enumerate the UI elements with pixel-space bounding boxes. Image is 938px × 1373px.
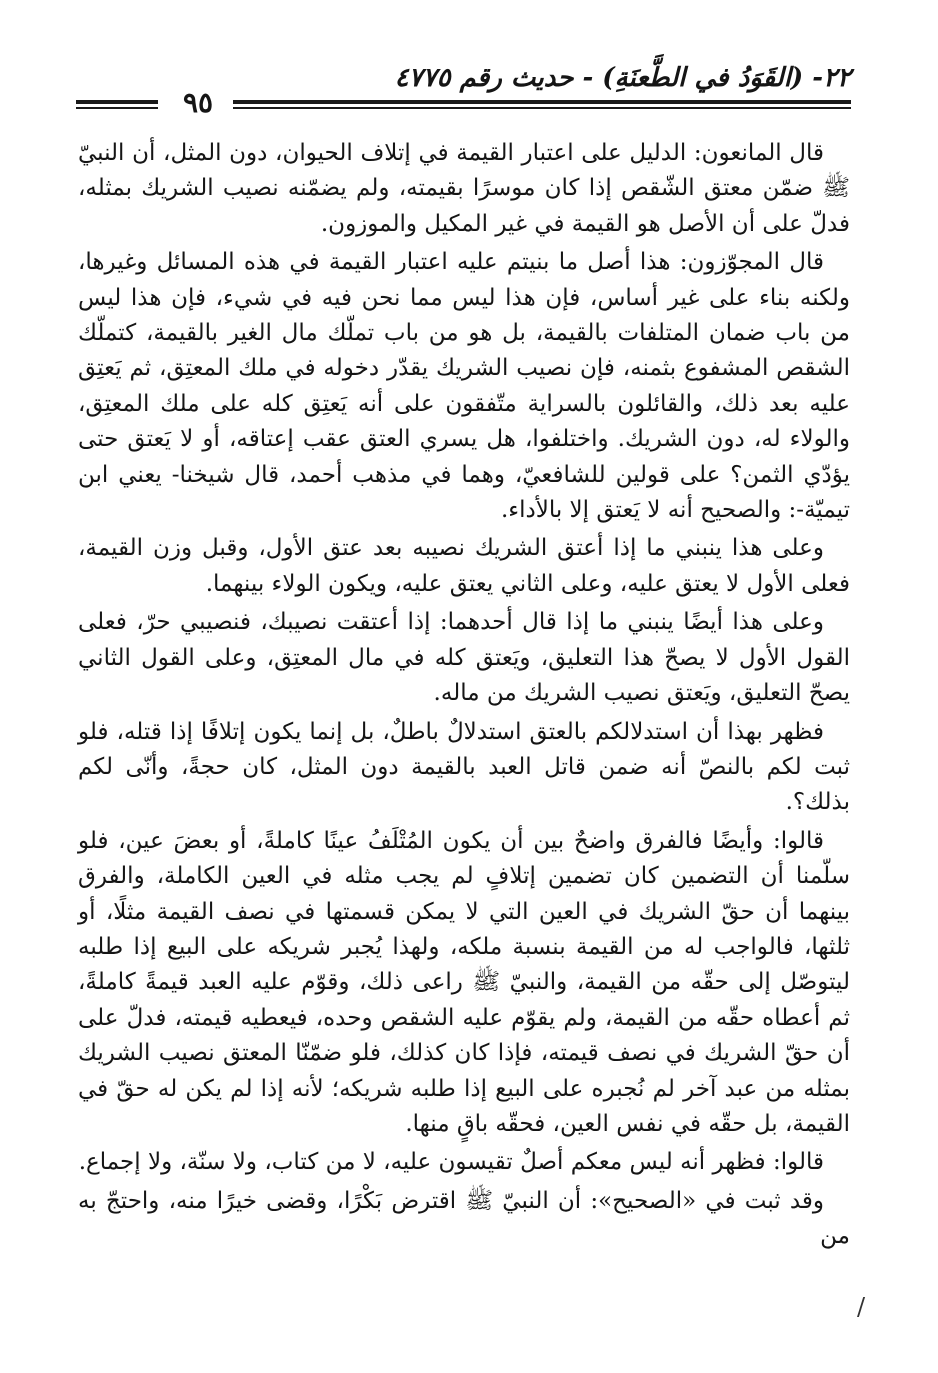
paragraph: قالوا: وأيضًا فالفرق واضحٌ بين أن يكون المُتْلَفُ عينًا كاملةً، أو بعضَ عين، فلو سلّمنا أن التضمين كان تضمين إتلافٍ لم يجب مثله في العين الكاملة، والفرق بينهما أن حقّ الشريك في العين التي لا يمكن قسمتها في نصف القيمة مثلًا، أو ثلثها، فالواجب له من القيمة بنسبة ملكه، ولهذا يُجبر شريكه على البيع إذا طلبه ليتوصّل إلى حقّه من القيمة، والنبيّ ﷺ راعى ذلك، وقوّم عليه العبد قيمةً كاملةً، ثم أعطاه حقّه من القيمة، ولم يقوّم عليه الشقص وحده، فيعطيه قيمته، فدلّ على أن حقّ الشريك في نصف قيمته، فإذا كان كذلك، فلو ضمّنّا المعتق نصيب الشريك بمثله من عبد آخر لم نُجبره على البيع إذا طلبه شريكه؛ لأنه إذا لم يكن له حقّ في القيمة، بل حقّه في نفس العين، فحقّه باقٍ منها. [78,827,850,1137]
paragraph: قال المانعون: الدليل على اعتبار القيمة في إتلاف الحيوان، دون المثل، أن النبيّ ﷺ ضمّن معتق الشّقص إذا كان موسرًا بقيمته، ولم يضمّنه نصيب الشريك بمثله، فدلّ على أن الأصل هو القيمة في غير المكيل والموزون. [78,140,850,237]
margin-mark: / [857,1293,866,1321]
header-rule-short [76,100,158,110]
main-text [78,136,850,1255]
running-title: ٢٢- (القَوَدُ في الطَّعنَةِ) - حديث رقم ٤٧٧٥ [394,63,851,93]
header-rule-long [233,100,851,110]
page-header [76,58,851,122]
paragraph: قال المجوّزون: هذا أصل ما بنيتم عليه اعتبار القيمة في هذه المسائل وغيرها، ولكنه بناء على غير أساس، فإن هذا ليس مما نحن فيه في شيء، فإن هذا ليس من باب ضمان المتلفات بالقيمة، بل هو من باب تملّك مال الغير بالقيمة، كتملّك الشقص المشفوع بثمنه، فإن نصيب الشريك يقدّر دخوله في ملك المعتِق، ثم يَعتِق عليه بعد ذلك، والقائلون بالسراية متّفقون على أنه يَعتِق كله على ملك المعتِق، والولاء له، دون الشريك. واختلفوا، هل يسري العتق عقب إعتاقه، أو لا يَعتق حتى يؤدّي الثمن؟ على قولين للشافعيّ، وهما في مذهب أحمد، قال شيخنا- يعني ابن تيميّة-: والصحيح أنه لا يَعتق إلا بالأداء. [78,249,850,524]
paragraph: فظهر بهذا أن استدلالكم بالعتق استدلالٌ باطلٌ، بل إنما يكون إتلافًا إذا قتله، فلو ثبت لكم بالنصّ أنه ضمن قاتل العبد بالقيمة دون المثل، كان حجةً، وأنّى لكم بذلك؟. [78,718,850,816]
page-number: ٩٥ [182,86,214,119]
paragraph: وقد ثبت في «الصحيح»: أن النبيّ ﷺ اقترض بَكْرًا، وقضى خيرًا منه، واحتجّ به من [78,1187,850,1250]
paragraph: وعلى هذا أيضًا ينبني ما إذا قال أحدهما: إذا أعتقت نصيبك، فنصيبي حرّ، فعلى القول الأول لا يصحّ هذا التعليق، ويَعتق كله في مال المعتِق، وعلى القول الثاني يصحّ التعليق، ويَعتق نصيب الشريك من ماله. [78,609,850,707]
paragraph: وعلى هذا ينبني ما إذا أعتق الشريك نصيبه بعد عتق الأول، وقبل وزن القيمة، فعلى الأول لا يعتق عليه، وعلى الثاني يعتق عليه، ويكون الولاء بينهما. [78,535,850,597]
paragraph: قالوا: فظهر أنه ليس معكم أصلٌ تقيسون عليه، لا من كتاب، ولا سنّة، ولا إجماع. [78,1149,824,1176]
